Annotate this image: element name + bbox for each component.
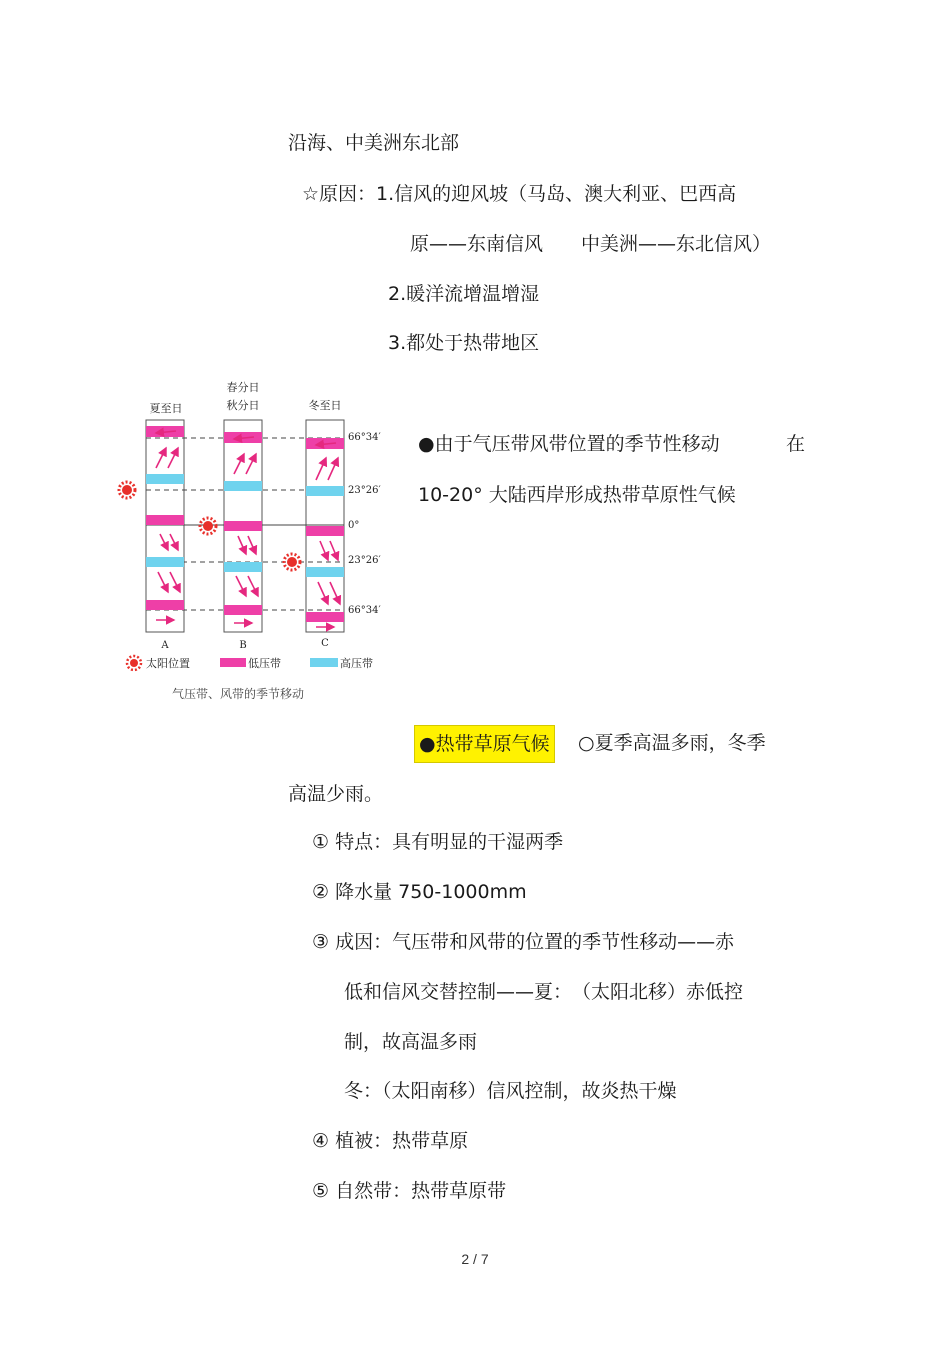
sun-icon [130, 659, 138, 667]
list-item-cont: 冬：（太阳南移）信风控制，故炎热干燥 [344, 1080, 677, 1102]
list-item: ⑤ 自然带：热带草原带 [312, 1180, 507, 1202]
column-c-belts [306, 438, 344, 622]
sun-icon [287, 557, 297, 567]
legend-sun: 太阳位置 [146, 657, 190, 670]
text-line: 高温少雨。 [288, 783, 384, 805]
list-item: ④ 植被：热带草原 [312, 1130, 469, 1152]
page-number: 2 / 7 [461, 1251, 489, 1267]
lat-label: 23°26′ [348, 555, 381, 566]
sun-icon [122, 485, 132, 495]
text-line: 在 [786, 433, 806, 455]
text-line: ●由于气压带风带位置的季节性移动 [418, 433, 720, 455]
legend-low: 低压带 [248, 657, 281, 670]
legend-high: 高压带 [340, 657, 373, 670]
text-line: ☆原因：1.信风的迎风坡（马岛、澳大利亚、巴西高 [302, 183, 737, 205]
lat-label: 66°34′ [348, 605, 381, 616]
col-c-label: C [321, 638, 329, 649]
list-item: ③ 成因：气压带和风带的位置的季节性移动——赤 [312, 931, 735, 953]
highlight-heading: ●热带草原气候 [414, 725, 555, 763]
text-line: 原——东南信风 中美洲——东北信风） [410, 233, 772, 255]
list-item-cont: 制，故高温多雨 [344, 1031, 478, 1053]
lat-label: 66°34′ [348, 432, 381, 443]
lat-label: 0° [348, 520, 360, 531]
list-item-cont: 低和信风交替控制——夏： （太阳北移）赤低控 [344, 981, 744, 1003]
column-b-belts [224, 432, 262, 615]
col-a-title: 夏至日 [149, 402, 183, 415]
list-item: ① 特点：具有明显的干湿两季 [312, 831, 564, 853]
col-b-title-2: 秋分日 [226, 399, 260, 412]
text-line: 3.都处于热带地区 [388, 332, 540, 354]
figure-caption: 气压带、风带的季节移动 [171, 687, 305, 701]
text-line: 10-20° 大陆西岸形成热带草原性气候 [418, 484, 736, 506]
col-b-title-1: 春分日 [226, 381, 260, 394]
lat-label: 23°26′ [348, 485, 381, 496]
col-a-label: A [161, 640, 169, 651]
text-line: 沿海、中美洲东北部 [288, 132, 460, 154]
pressure-belt-figure [112, 376, 392, 706]
column-a-belts [146, 426, 184, 610]
sun-icon [203, 521, 213, 531]
legend [127, 656, 373, 670]
list-item: ② 降水量 750-1000mm [312, 881, 527, 903]
col-c-title: 冬至日 [308, 399, 342, 412]
text-line: 2.暖洋流增温增湿 [388, 283, 540, 305]
col-b-label: B [239, 640, 247, 651]
text-line: ○夏季高温多雨，冬季 [578, 732, 766, 754]
